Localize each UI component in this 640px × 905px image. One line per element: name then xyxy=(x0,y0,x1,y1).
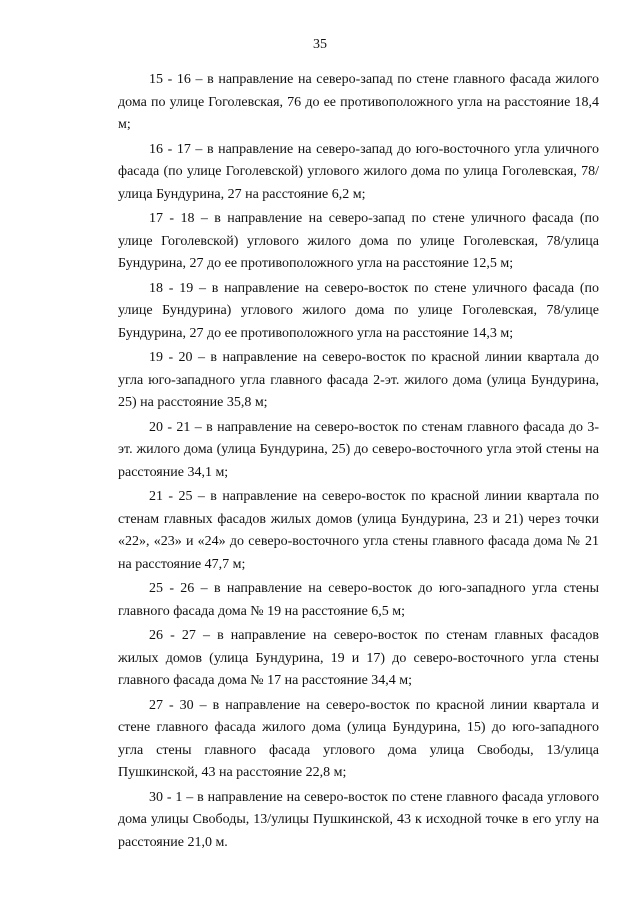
paragraph-20-21: 20 - 21 – в направление на северо-восток по стенам главного фасада до 3-эт. жилого дома (улица Бундурина, 25) до северо-восточного угла этой стены на расстояние 34,1 м; xyxy=(118,419,599,480)
paragraph-21-25: 21 - 25 – в направление на северо-восток по красной линии квартала по стенам главных фасадов жилых домов (улица Бундурина, 23 и 21) через точки «22», «23» и «24» до северо-восточного угла стены главного фасада дома № 21 на расстояние 47,7 м; xyxy=(118,489,599,572)
paragraph-26-27: 26 - 27 – в направление на северо-восток по стенам главных фасадов жилых домов (улица Бундурина, 19 и 17) до северо-восточного угла стены главного фасада дома № 17 на расстояние 34,4 м; xyxy=(118,628,599,688)
paragraph-27-30: 27 - 30 – в направление на северо-восток по красной линии квартала и стене главного фасада жилого дома (улица Бундурина, 15) до юго-западного угла стены главного фасада углового дома улица Свободы, 13/улица Пушкинской, 43 на расстояние 22,8 м; xyxy=(118,697,599,780)
paragraph-25-26: 25 - 26 – в направление на северо-восток до юго-западного угла стены главного фасада дома № 19 на расстояние 6,5 м; xyxy=(118,581,599,619)
paragraph-15-16: 15 - 16 – в направление на северо-запад по стене главного фасада жилого дома по улице Гоголевская, 76 до ее противоположного угла на расстояние 18,4 м; xyxy=(118,72,599,132)
document-body xyxy=(118,69,599,856)
paragraph-30-1: 30 - 1 – в направление на северо-восток по стене главного фасада углового дома улицы Свободы, 13/улицы Пушкинской, 43 к исходной точке в его углу на расстояние 21,0 м. xyxy=(118,789,599,850)
paragraph-19-20: 19 - 20 – в направление на северо-восток по красной линии квартала до угла юго-западного угла главного фасада 2-эт. жилого дома (улица Бундурина, 25) на расстояние 35,8 м; xyxy=(118,350,599,410)
page-number: 35 xyxy=(313,37,327,52)
paragraph-17-18: 17 - 18 – в направление на северо-запад по стене уличного фасада (по улице Гоголевской) углового жилого дома по улице Гоголевская, 78/улица Бундурина, 27 до ее противоположного угла на расстояние 12,5 м; xyxy=(118,211,599,271)
paragraph-16-17: 16 - 17 – в направление на северо-запад до юго-восточного угла уличного фасада (по улице Гоголевской) углового жилого дома по улица Гоголевская, 78/улица Бундурина, 27 на расстояние 6,2 м; xyxy=(118,141,599,202)
paragraph-18-19: 18 - 19 – в направление на северо-восток по стене уличного фасада (по улице Бундурина) углового жилого дома по улице Гоголевская, 78/улице Бундурина, 27 до ее противоположного угла на расстояние 14,3 м; xyxy=(118,280,599,341)
